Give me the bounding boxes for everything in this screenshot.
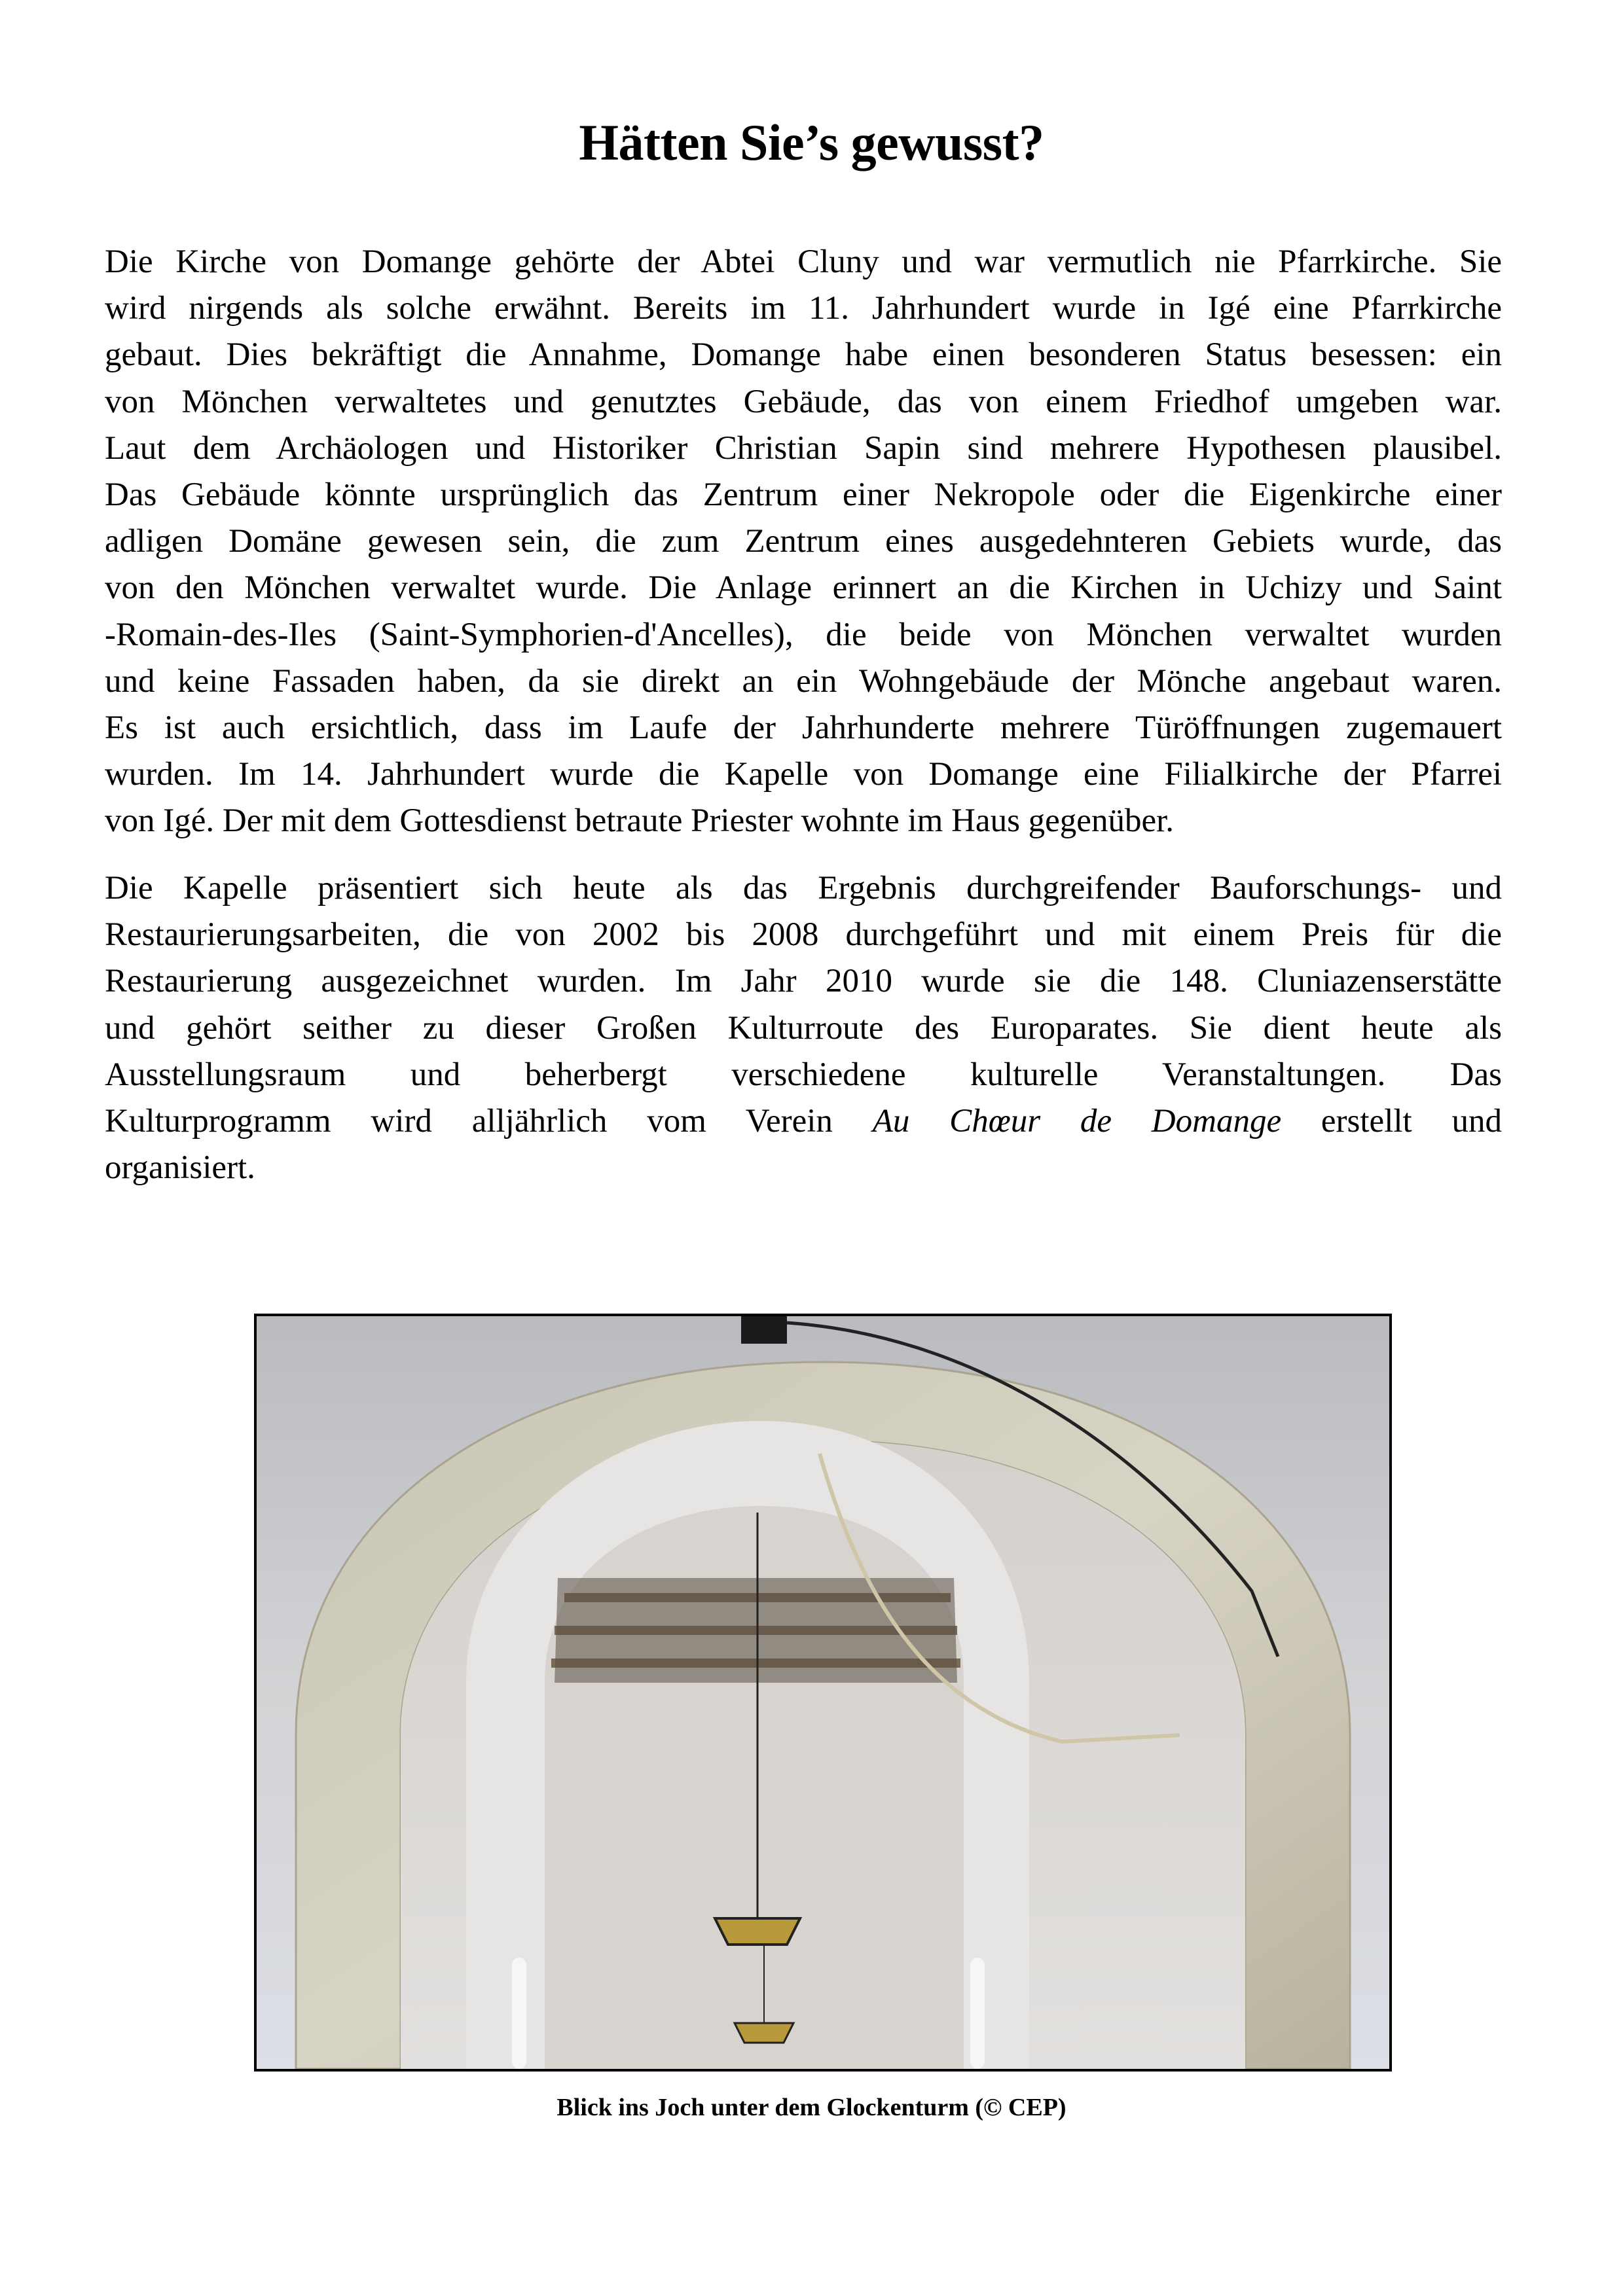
text-line: von Mönchen verwaltetes und genutztes Gebäude, das von einem Friedhof umgeben war.: [105, 383, 1502, 420]
paragraph-present-day: [105, 865, 1502, 1191]
text-line: Restaurierungsarbeiten, die von 2002 bis 2008 durchgeführt und mit einem Preis für die: [105, 916, 1502, 954]
text-line: und keine Fassaden haben, da sie direkt an ein Wohngebäude der Mönche angebaut waren.: [105, 662, 1502, 700]
text-line: Restaurierung ausgezeichnet wurden. Im Jahr 2010 wurde sie die 148. Cluniazenserstätte: [105, 963, 1502, 1000]
text-line: und gehört seither zu dieser Großen Kulturroute des Europarates. Sie dient heute als: [105, 1009, 1502, 1047]
text-line: Ausstellungsraum und beherbergt verschiedene kulturelle Veranstaltungen. Das: [105, 1056, 1502, 1093]
text-line: von den Mönchen verwaltet wurde. Die Anlage erinnert an die Kirchen in Uchizy und Saint: [105, 569, 1502, 607]
text-line: gebaut. Dies bekräftigt die Annahme, Domange habe einen besonderen Status besessen: ein: [105, 336, 1502, 374]
text-line: wurden. Im 14. Jahrhundert wurde die Kapelle von Domange eine Filialkirche der Pfarrei: [105, 756, 1502, 793]
text-line: Die Kapelle präsentiert sich heute als das Ergebnis durchgreifender Bauforschungs- und: [105, 870, 1502, 906]
paragraph-history: [105, 239, 1502, 845]
text-line: adligen Domäne gewesen sein, die zum Zentrum eines ausgedehnteren Gebiets wurde, das: [105, 523, 1502, 560]
text-line: von Igé. Der mit dem Gottesdienst betraute Priester wohnte im Haus gegenüber.: [105, 802, 1174, 840]
text-line: Laut dem Archäologen und Historiker Christian Sapin sind mehrere Hypothesen plausibel.: [105, 429, 1502, 467]
page-title: Hätten Sie’s gewusst?: [579, 114, 1044, 171]
text-line: Es ist auch ersichtlich, dass im Laufe der Jahrhunderte mehrere Türöffnungen zugemauert: [105, 709, 1502, 747]
text-segment: Kulturprogramm wird alljährlich vom Verein: [105, 1103, 873, 1140]
text-line: wird nirgends als solche erwähnt. Bereits im 11. Jahrhundert wurde in Igé eine Pfarrkirche: [105, 290, 1502, 327]
text-line: -Romain-des-Iles (Saint-Symphorien-d'Ancelles), die beide von Mönchen verwaltet wurden: [105, 616, 1502, 653]
chapel-arch-illustration: [257, 1316, 1389, 2069]
text-segment: erstellt und: [1281, 1103, 1503, 1140]
text-line-with-italic: [105, 1098, 1502, 1145]
text-line: Das Gebäude könnte ursprünglich das Zentrum einer Nekropole oder die Eigenkirche einer: [105, 476, 1502, 514]
text-line: organisiert.: [105, 1149, 255, 1187]
chapel-photo: [254, 1314, 1392, 2072]
photo-caption: Blick ins Joch unter dem Glockenturm (© CEP): [556, 2094, 1067, 2121]
association-name: Au Chœur de Domange: [872, 1103, 1282, 1140]
text-line: Die Kirche von Domange gehörte der Abtei Cluny und war vermutlich nie Pfarrkirche. Sie: [105, 243, 1502, 280]
